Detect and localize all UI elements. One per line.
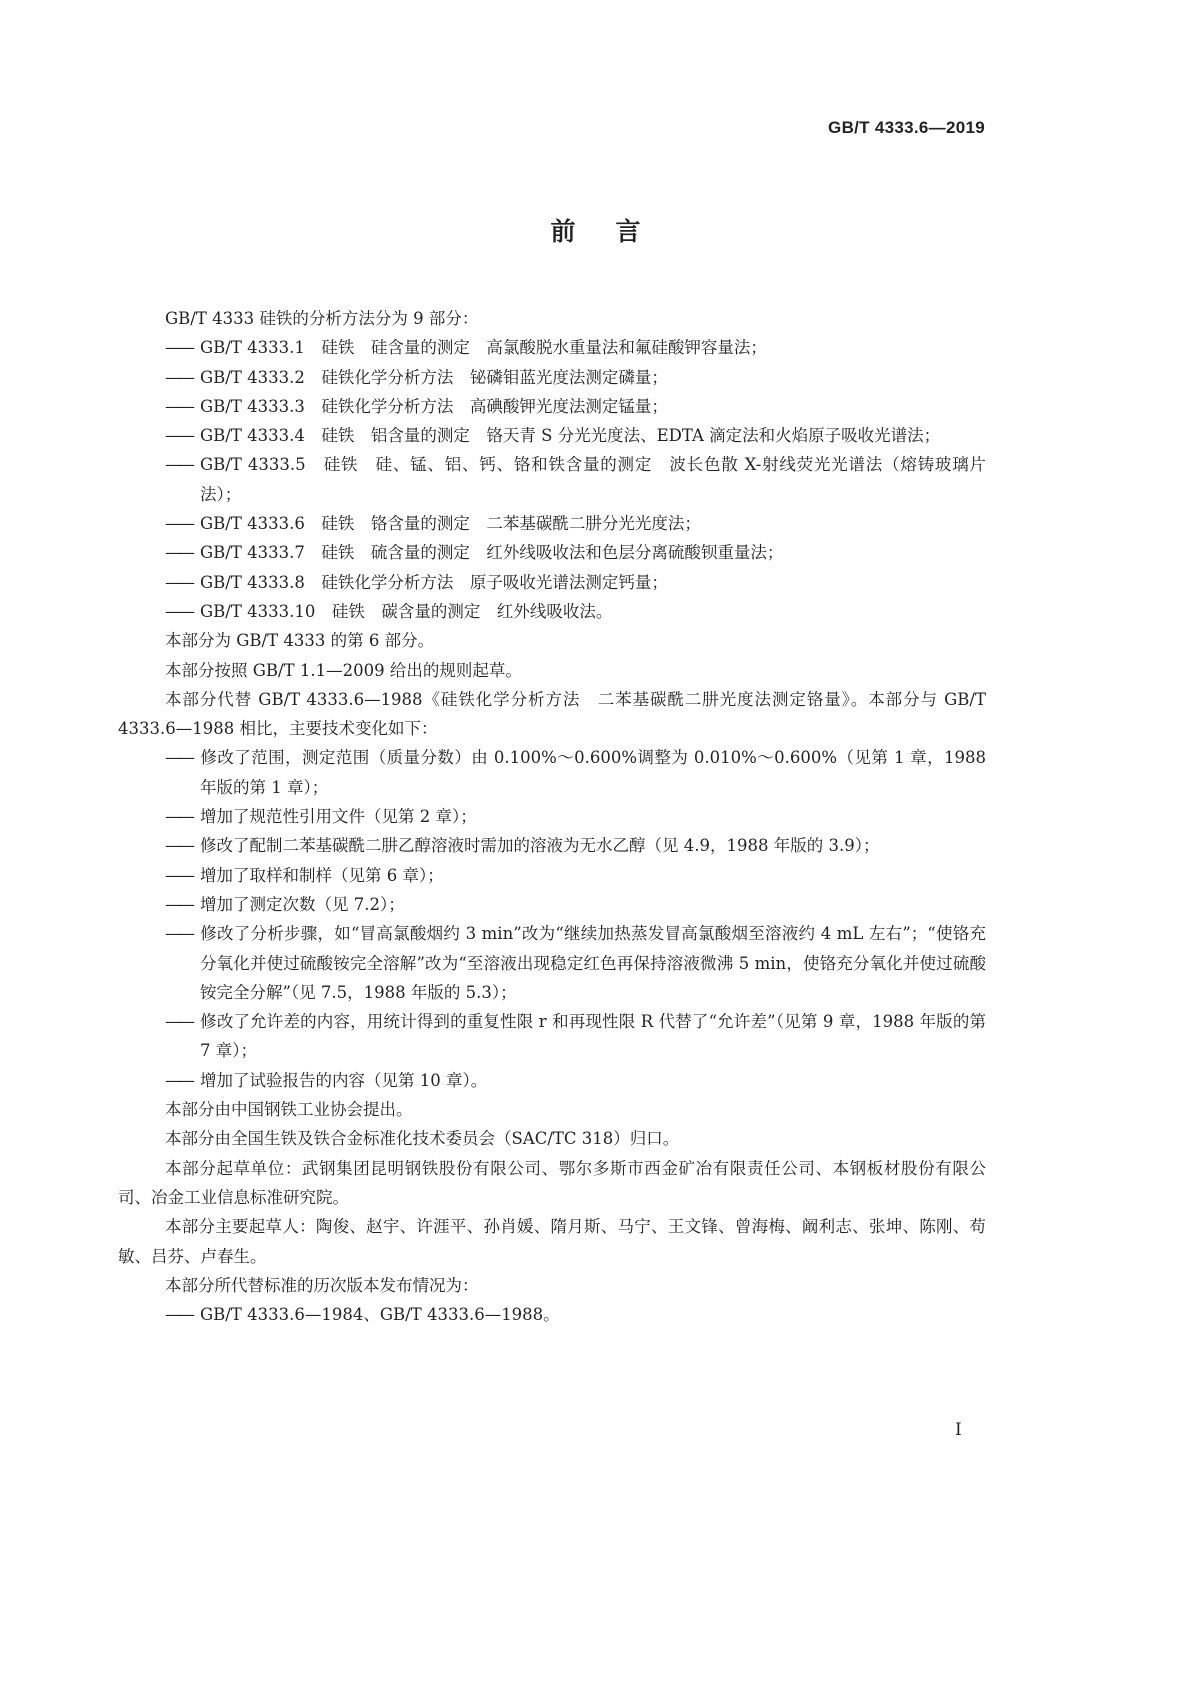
list-item (118, 538, 986, 567)
dash: —— (165, 543, 192, 563)
page-number: I (955, 1420, 962, 1440)
paragraph-replace: 本部分代替 GB/T 4333.6—1988《硅铁化学分析方法 二苯基碳酰二肼光度法测定铬量》。本部分与 GB/T 4333.6—1988 相比，主要技术变化如下： (118, 689, 986, 739)
list-item-text: GB/T 4333.8 硅铁化学分析方法 原子吸收光谱法测定钙量； (200, 572, 668, 592)
dash: —— (165, 894, 192, 914)
paragraph-drafting-units: 本部分起草单位：武钢集团昆明钢铁股份有限公司、鄂尔多斯市西金矿冶有限责任公司、本钢板材股份有限公司、冶金工业信息标准研究院。 (118, 1158, 986, 1207)
paragraph-rules: 本部分按照 GB/T 1.1—2009 给出的规则起草。 (165, 660, 522, 680)
standard-number: GB/T 4333.6—2019 (828, 118, 985, 137)
list-item (118, 743, 986, 802)
dash: —— (165, 572, 192, 592)
paragraph-drafters: 本部分主要起草人：陶俊、赵宇、许涯平、孙肖媛、隋月斯、马宁、王文锋、曾海梅、阚利志、张坤、陈刚、苟敏、吕芬、卢春生。 (118, 1217, 986, 1266)
list-item-text: 修改了范围，测定范围（质量分数）由 0.100%～0.600%调整为 0.010%～0.600%（见第 1 章，1988 年版的第 1 章）； (200, 748, 986, 797)
list-item-text: GB/T 4333.4 硅铁 铝含量的测定 铬天青 S 分光光度法、EDTA 滴定法和火焰原子吸收光谱法； (200, 426, 941, 446)
paragraph-proposed: 本部分由中国钢铁工业协会提出。 (165, 1100, 413, 1120)
dash: —— (165, 601, 192, 621)
dash: —— (165, 455, 192, 475)
list-item-text: 增加了测定次数（见 7.2）； (200, 894, 405, 914)
paragraph-intro: GB/T 4333 硅铁的分析方法分为 9 部分： (165, 309, 479, 328)
paragraph-part: 本部分为 GB/T 4333 的第 6 部分。 (165, 631, 435, 651)
list-item-text: 增加了试验报告的内容（见第 10 章）。 (200, 1070, 488, 1090)
dash: —— (165, 396, 192, 416)
history-list (118, 1300, 986, 1329)
dash: —— (165, 367, 192, 387)
list-item (118, 421, 986, 450)
dash: —— (165, 865, 192, 885)
dash: —— (165, 807, 192, 827)
parts-list (118, 333, 986, 626)
list-item-text: GB/T 4333.2 硅铁化学分析方法 铋磷钼蓝光度法测定磷量； (200, 367, 668, 387)
list-item (118, 919, 986, 1007)
changes-list (118, 743, 986, 1095)
paragraph-history: 本部分所代替标准的历次版本发布情况为： (165, 1275, 479, 1295)
list-item (118, 890, 986, 919)
list-item-text: 修改了允许差的内容，用统计得到的重复性限 r 和再现性限 R 代替了“允许差”（见第 9 章，1988 年版的第 7 章）； (200, 1012, 986, 1061)
paragraph-centralized: 本部分由全国生铁及铁合金标准化技术委员会（SAC/TC 318）归口。 (165, 1129, 680, 1149)
list-item (118, 1007, 986, 1066)
list-item (118, 363, 986, 392)
dash: —— (165, 1070, 192, 1090)
dash: —— (165, 836, 192, 856)
dash: —— (165, 924, 192, 944)
list-item-text: GB/T 4333.7 硅铁 硫含量的测定 红外线吸收法和色层分离硫酸钡重量法； (200, 543, 784, 563)
list-item (118, 1066, 986, 1095)
list-item (118, 597, 986, 626)
foreword-body (118, 304, 986, 1329)
list-item (118, 861, 986, 890)
list-item-text: GB/T 4333.5 硅铁 硅、锰、铝、钙、铬和铁含量的测定 波长色散 X-射线荧光光谱法（熔铸玻璃片法）； (200, 455, 986, 504)
dash: —— (165, 514, 192, 534)
dash: —— (165, 1012, 192, 1032)
list-item-text: GB/T 4333.6—1984、GB/T 4333.6—1988。 (200, 1305, 560, 1325)
list-item (118, 392, 986, 421)
dash: —— (165, 1305, 192, 1325)
list-item-text: 修改了配制二苯基碳酰二肼乙醇溶液时需加的溶液为无水乙醇（见 4.9，1988 年版的 3.9）； (200, 836, 880, 856)
list-item (118, 333, 986, 362)
list-item-text: GB/T 4333.1 硅铁 硅含量的测定 高氯酸脱水重量法和氟硅酸钾容量法； (200, 338, 767, 358)
dash: —— (165, 426, 192, 446)
dash: —— (165, 338, 192, 358)
list-item-text: GB/T 4333.6 硅铁 铬含量的测定 二苯基碳酰二肼分光光度法； (200, 514, 701, 534)
list-item (118, 509, 986, 538)
list-item-text: GB/T 4333.10 硅铁 碳含量的测定 红外线吸收法。 (200, 601, 613, 621)
list-item (118, 831, 986, 860)
list-item-text: GB/T 4333.3 硅铁化学分析方法 高碘酸钾光度法测定锰量； (200, 396, 668, 416)
list-item (118, 450, 986, 509)
list-item-text: 增加了规范性引用文件（见第 2 章）； (200, 807, 477, 827)
list-item-text: 修改了分析步骤，如“冒高氯酸烟约 3 min”改为“继续加热蒸发冒高氯酸烟至溶液约 4 mL 左右”；“使铬充分氧化并使过硫酸铵完全溶解”改为“至溶液出现稳定红色再保持溶液微沸 5 min，使铬充分氧化并使过硫酸铵完全分解”（见 7.5，1988 年版的 5.3）； (200, 924, 986, 1002)
list-item (118, 568, 986, 597)
list-item-text: 增加了取样和制样（见第 6 章）； (200, 865, 444, 885)
page-title: 前言 (550, 217, 681, 246)
dash: —— (165, 748, 192, 768)
list-item (118, 802, 986, 831)
list-item (118, 1300, 986, 1329)
